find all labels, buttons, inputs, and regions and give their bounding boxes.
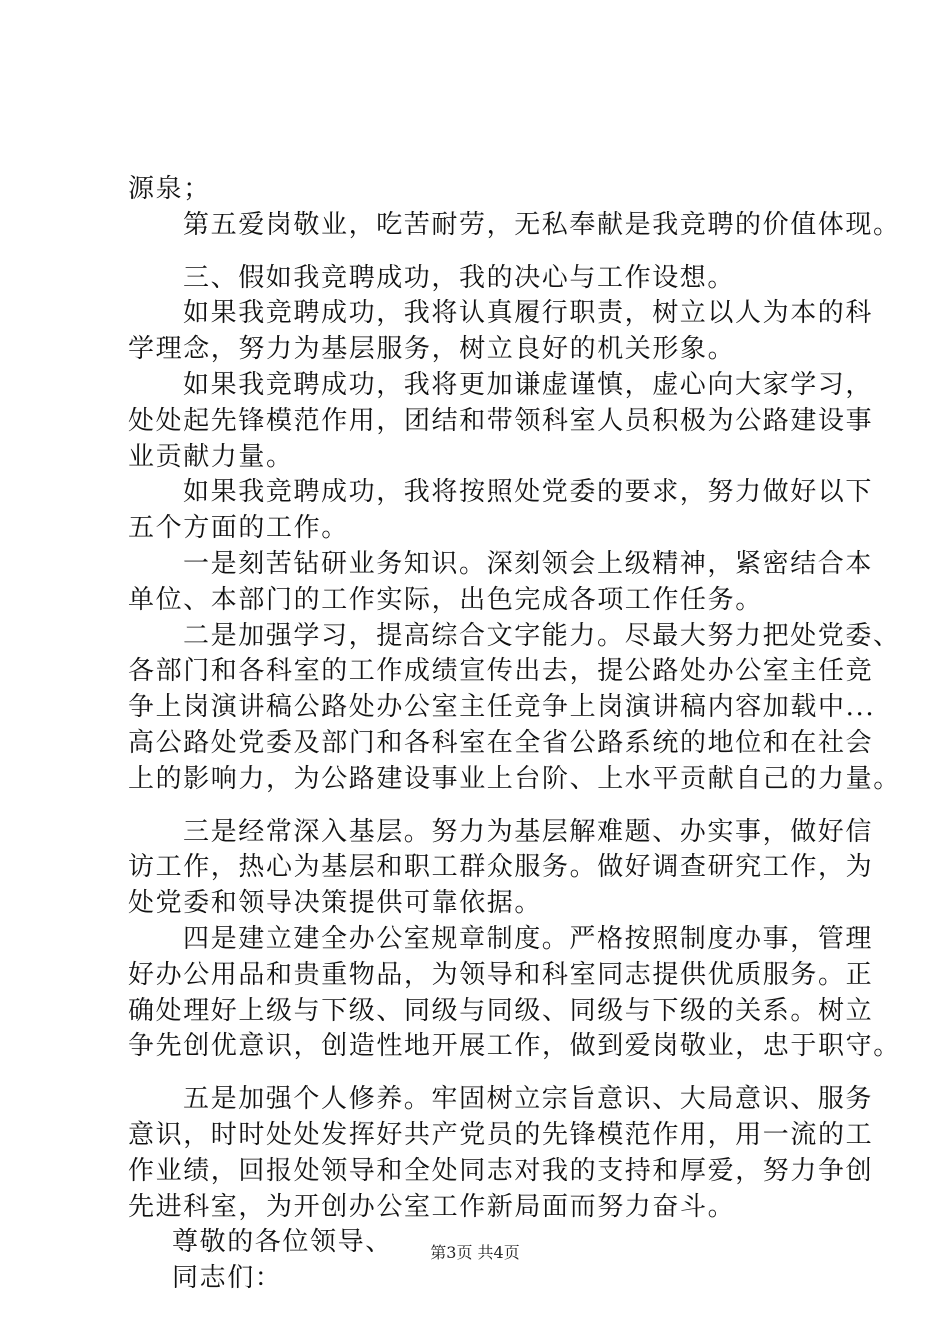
text-line: 源泉； [128,174,211,204]
text-line: 四是建立建全办公室规章制度。严格按照制度办事，管理 [183,923,874,954]
text-line: 先进科室，为开创办公室工作新局面而努力奋斗。 [128,1191,736,1222]
text-line: 业贡献力量。 [128,441,294,472]
text-line: 意识，时时处处发挥好共产党员的先锋模范作用，用一流的工 [128,1119,874,1150]
text-line: 一是刻苦钻研业务知识。深刻领会上级精神，紧密结合本 [183,548,874,579]
text-line: 争先创优意识，创造性地开展工作，做到爱岗敬业，忠于职守。 [128,1031,901,1062]
page-number-label: 第3页 共4页 [430,1243,520,1262]
text-line: 各部门和各科室的工作成绩宣传出去，提公路处办公室主任竞 [128,656,874,687]
text-line: 确处理好上级与下级、同级与同级、同级与下级的关系。树立 [128,995,874,1026]
section-heading: 三、假如我竞聘成功，我的决心与工作设想。 [183,262,736,293]
paragraph-gap [128,244,853,261]
text-line: 作业绩，回报处领导和全处同志对我的支持和厚爱，努力争创 [128,1155,874,1186]
text-line: 如果我竞聘成功，我将更加谦虚谨慎，虚心向大家学习， [183,369,874,400]
text-line: 上的影响力，为公路建设事业上台阶、上水平贡献自己的力量。 [128,763,901,794]
salutation-line: 同志们： [172,1263,283,1294]
text-line: 如果我竞聘成功，我将按照处党委的要求，努力做好以下 [183,477,874,508]
text-line: 二是加强学习，提高综合文字能力。尽最大努力把处党委、 [183,620,901,651]
document-body [128,172,901,1297]
text-line: 学理念，努力为基层服务，树立良好的机关形象。 [128,334,736,365]
text-line: 处处起先锋模范作用，团结和带领科室人员积极为公路建设事 [128,405,874,436]
text-line: 单位、本部门的工作实际，出色完成各项工作任务。 [128,584,763,615]
text-line: 如果我竞聘成功，我将认真履行职责，树立以人为本的科 [183,298,874,329]
text-line: 五是加强个人修养。牢固树立宗旨意识、大局意识、服务 [183,1084,874,1115]
text-line: 访工作，热心为基层和职工群众服务。做好调查研究工作，为 [128,852,874,883]
paragraph-gap [128,798,853,815]
text-line: 高公路处党委及部门和各科室在全省公路系统的地位和在社会 [128,727,874,758]
text-line: 三是经常深入基层。努力为基层解难题、办实事，做好信 [183,816,874,847]
text-line: 争上岗演讲稿公路处办公室主任竞争上岗演讲稿内容加载中... [128,692,876,723]
page-footer [0,1243,950,1263]
paragraph-gap [128,1065,853,1082]
text-line: 第五爱岗敬业，吃苦耐劳，无私奉献是我竞聘的价值体现。 [183,209,901,240]
text-line: 五个方面的工作。 [128,513,349,544]
text-line: 好办公用品和贵重物品，为领导和科室同志提供优质服务。正 [128,959,874,990]
salutation-line: 尊敬的各位领导、 [172,1227,393,1258]
text-line: 处党委和领导决策提供可靠依据。 [128,888,543,919]
